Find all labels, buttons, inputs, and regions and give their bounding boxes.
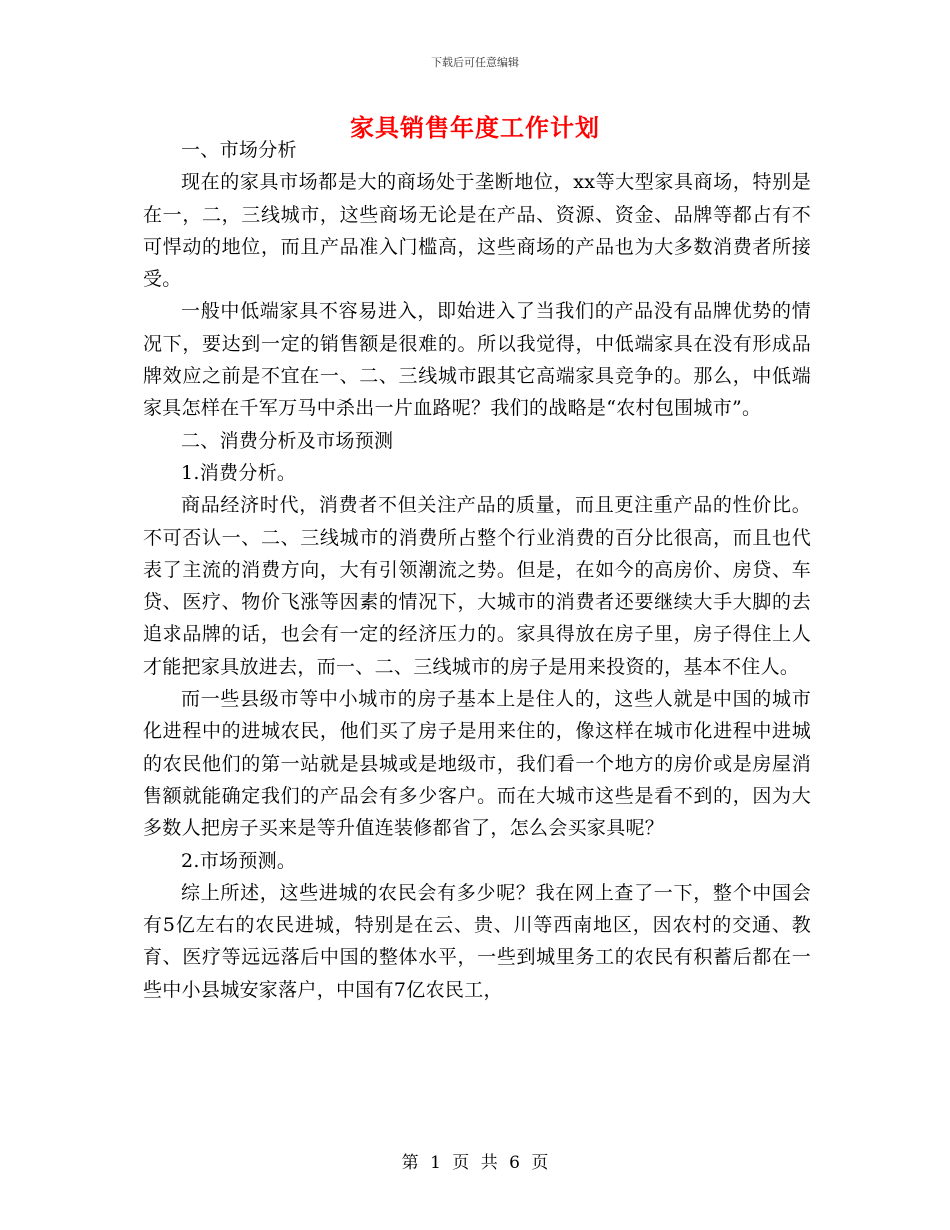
paragraph: 商品经济时代，消费者不但关注产品的质量，而且更注重产品的性价比。不可否认一、二、三线城市的消费所占整个行业消费的百分比很高，而且也代表了主流的消费方向，大有引领潮流之势。但是，在如今的高房价、房贷、车贷、医疗、物价飞涨等因素的情况下，大城市的消费者还要继续大手大脚的去追求品牌的话，也会有一定的经济压力的。家具得放在房子里，房子得住上人才能把家具放进去，而一、二、三线城市的房子是用来投资的，基本不住人。 — [143, 494, 811, 678]
subheading-consumption: 1.消费分析。 — [181, 461, 297, 484]
heading-consumption-analysis: 二、消费分析及市场预测 — [181, 429, 394, 452]
paragraph: 而一些县级市等中小城市的房子基本上是住人的，这些人就是中国的城市化进程中的进城农民，他们买了房子是用来住的，像这样在城市化进程中进城的农民他们的第一站就是县城或是地级市，我们看一个地方的房价或是房屋消售额就能确定我们的产品会有多少客户。而在大城市这些是看不到的，因为大多数人把房子买来是等升值连装修都省了，怎么会买家具呢？ — [143, 688, 811, 840]
heading-market-analysis: 一、市场分析 — [181, 139, 297, 161]
document-body — [143, 134, 811, 1006]
paragraph: 一般中低端家具不容易进入，即始进入了当我们的产品没有品牌优势的情况下，要达到一定的销售额是很难的。所以我觉得，中低端家具在没有形成品牌效应之前是不宜在一、二、三线城市跟其它高端家具竞争的。那么，中低端家具怎样在千军万马中杀出一片血路呢？我们的战略是“农村包围城市”。 — [143, 300, 811, 420]
page-number: 第 1 页 共 6 页 — [401, 1153, 549, 1173]
document-title: 家具销售年度工作计划 — [350, 113, 600, 142]
paragraph: 综上所述，这些进城的农民会有多少呢？我在网上查了一下，整个中国会有5亿左右的农民进城，特别是在云、贵、川等西南地区，因农村的交通、教育、医疗等远远落后中国的整体水平，一些到城里务工的农民有积蓄后都在一些中小县城安家落户，中国有7亿农民工， — [143, 881, 811, 1001]
subheading-forecast: 2.市场预测。 — [181, 849, 297, 872]
paragraph: 现在的家具市场都是大的商场处于垄断地位，xx等大型家具商场，特别是在一，二，三线城市，这些商场无论是在产品、资源、资金、品牌等都占有不可悍动的地位，而且产品准入门槛高，这些商场的产品也为大多数消费者所接受。 — [143, 171, 811, 291]
header-note: 下载后可任意编辑 — [431, 56, 519, 69]
